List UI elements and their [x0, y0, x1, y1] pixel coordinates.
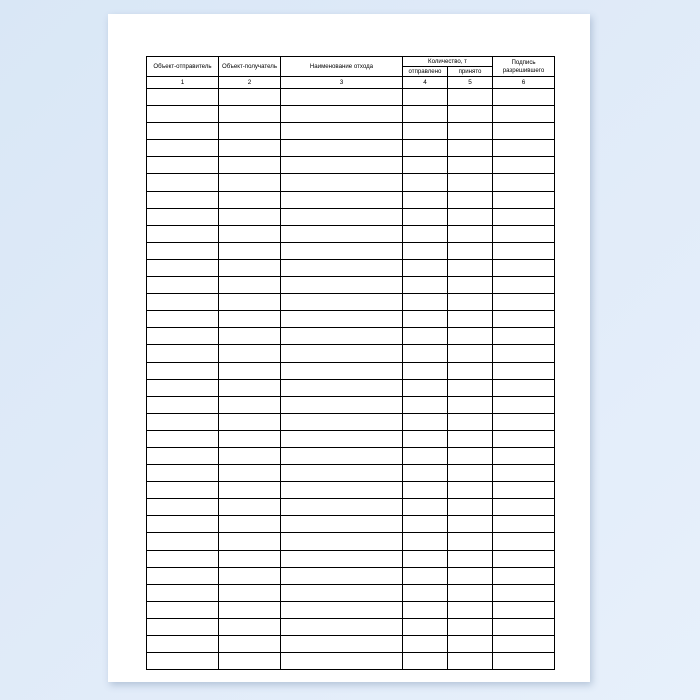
- table-cell[interactable]: [147, 465, 219, 482]
- table-row[interactable]: [147, 550, 555, 567]
- table-cell[interactable]: [281, 362, 403, 379]
- table-cell[interactable]: [493, 447, 555, 464]
- table-cell[interactable]: [219, 447, 281, 464]
- table-cell[interactable]: [281, 533, 403, 550]
- table-cell[interactable]: [281, 550, 403, 567]
- table-cell[interactable]: [281, 379, 403, 396]
- table-row[interactable]: [147, 242, 555, 259]
- table-cell[interactable]: [493, 242, 555, 259]
- column-number-1: 1: [147, 77, 219, 89]
- table-cell[interactable]: [147, 550, 219, 567]
- table-cell[interactable]: [147, 379, 219, 396]
- table-cell[interactable]: [147, 413, 219, 430]
- table-row[interactable]: [147, 277, 555, 294]
- table-cell[interactable]: [147, 174, 219, 191]
- table-cell[interactable]: [493, 601, 555, 618]
- table-cell[interactable]: [281, 482, 403, 499]
- table-cell[interactable]: [403, 362, 448, 379]
- table-cell[interactable]: [403, 123, 448, 140]
- table-cell[interactable]: [281, 140, 403, 157]
- table-cell[interactable]: [147, 157, 219, 174]
- table-cell[interactable]: [281, 208, 403, 225]
- table-cell[interactable]: [448, 636, 493, 653]
- table-cell[interactable]: [448, 157, 493, 174]
- table-cell[interactable]: [219, 413, 281, 430]
- table-cell[interactable]: [448, 362, 493, 379]
- table-cell[interactable]: [448, 447, 493, 464]
- table-cell[interactable]: [448, 482, 493, 499]
- table-cell[interactable]: [403, 499, 448, 516]
- table-cell[interactable]: [448, 174, 493, 191]
- table-cell[interactable]: [219, 618, 281, 635]
- table-cell[interactable]: [219, 174, 281, 191]
- table-cell[interactable]: [219, 430, 281, 447]
- table-cell[interactable]: [219, 89, 281, 106]
- table-cell[interactable]: [147, 106, 219, 123]
- table-cell[interactable]: [493, 499, 555, 516]
- table-cell[interactable]: [448, 601, 493, 618]
- table-cell[interactable]: [448, 345, 493, 362]
- table-row[interactable]: [147, 482, 555, 499]
- table-cell[interactable]: [281, 396, 403, 413]
- table-cell[interactable]: [448, 140, 493, 157]
- table-row[interactable]: [147, 601, 555, 618]
- table-cell[interactable]: [281, 567, 403, 584]
- table-cell[interactable]: [448, 567, 493, 584]
- table-cell[interactable]: [448, 328, 493, 345]
- table-cell[interactable]: [493, 191, 555, 208]
- table-row[interactable]: [147, 636, 555, 653]
- table-cell[interactable]: [403, 653, 448, 670]
- table-cell[interactable]: [403, 106, 448, 123]
- table-cell[interactable]: [281, 653, 403, 670]
- table-cell[interactable]: [493, 174, 555, 191]
- table-cell[interactable]: [403, 89, 448, 106]
- table-cell[interactable]: [219, 584, 281, 601]
- table-cell[interactable]: [448, 379, 493, 396]
- table-cell[interactable]: [219, 140, 281, 157]
- table-cell[interactable]: [448, 225, 493, 242]
- table-cell[interactable]: [448, 465, 493, 482]
- table-cell[interactable]: [403, 516, 448, 533]
- table-cell[interactable]: [219, 259, 281, 276]
- table-cell[interactable]: [403, 447, 448, 464]
- table-cell[interactable]: [448, 396, 493, 413]
- header-sender-object: Объект-отправитель: [147, 57, 219, 77]
- table-cell[interactable]: [493, 430, 555, 447]
- table-cell[interactable]: [281, 465, 403, 482]
- table-row[interactable]: [147, 499, 555, 516]
- table-cell[interactable]: [219, 225, 281, 242]
- table-cell[interactable]: [448, 259, 493, 276]
- table-row[interactable]: [147, 533, 555, 550]
- table-cell[interactable]: [147, 259, 219, 276]
- table-row[interactable]: [147, 191, 555, 208]
- table-cell[interactable]: [281, 345, 403, 362]
- header-quantity-received: принято: [448, 67, 493, 77]
- table-column-number-row: [147, 77, 555, 89]
- table-cell[interactable]: [448, 294, 493, 311]
- table-cell[interactable]: [281, 277, 403, 294]
- table-cell[interactable]: [403, 601, 448, 618]
- table-cell[interactable]: [493, 362, 555, 379]
- table-cell[interactable]: [147, 396, 219, 413]
- table-cell[interactable]: [403, 345, 448, 362]
- table-row[interactable]: [147, 294, 555, 311]
- table-cell[interactable]: [147, 362, 219, 379]
- table-cell[interactable]: [493, 618, 555, 635]
- table-cell[interactable]: [219, 465, 281, 482]
- table-cell[interactable]: [281, 447, 403, 464]
- table-cell[interactable]: [448, 533, 493, 550]
- table-cell[interactable]: [281, 259, 403, 276]
- table-row[interactable]: [147, 345, 555, 362]
- table-row[interactable]: [147, 225, 555, 242]
- table-cell[interactable]: [493, 653, 555, 670]
- table-cell[interactable]: [219, 328, 281, 345]
- table-cell[interactable]: [281, 157, 403, 174]
- header-waste-name: Наименование отхода: [281, 57, 403, 77]
- table-row[interactable]: [147, 618, 555, 635]
- table-row[interactable]: [147, 106, 555, 123]
- table-cell[interactable]: [281, 89, 403, 106]
- table-row[interactable]: [147, 208, 555, 225]
- table-cell[interactable]: [281, 413, 403, 430]
- column-number-4: 4: [403, 77, 448, 89]
- table-cell[interactable]: [448, 242, 493, 259]
- table-cell[interactable]: [403, 157, 448, 174]
- table-cell[interactable]: [147, 499, 219, 516]
- column-number-6: 6: [493, 77, 555, 89]
- table-cell[interactable]: [448, 89, 493, 106]
- table-cell[interactable]: [403, 533, 448, 550]
- table-cell[interactable]: [403, 191, 448, 208]
- table-cell[interactable]: [403, 584, 448, 601]
- table-header-row: [147, 57, 555, 67]
- table-row[interactable]: [147, 362, 555, 379]
- table-body: [147, 57, 555, 670]
- table-row[interactable]: [147, 584, 555, 601]
- table-cell[interactable]: [403, 618, 448, 635]
- table-row[interactable]: [147, 123, 555, 140]
- table-cell[interactable]: [219, 106, 281, 123]
- table-cell[interactable]: [281, 499, 403, 516]
- table-cell[interactable]: [403, 550, 448, 567]
- waste-journal-table: [146, 56, 555, 670]
- table-cell[interactable]: [493, 533, 555, 550]
- table-cell[interactable]: [219, 601, 281, 618]
- table-row[interactable]: [147, 447, 555, 464]
- table-row[interactable]: [147, 567, 555, 584]
- table-cell[interactable]: [403, 208, 448, 225]
- table-cell[interactable]: [219, 482, 281, 499]
- header-quantity-group: Количество, т: [403, 57, 493, 67]
- table-cell[interactable]: [281, 225, 403, 242]
- table-cell[interactable]: [219, 499, 281, 516]
- table-cell[interactable]: [448, 499, 493, 516]
- table-cell[interactable]: [403, 328, 448, 345]
- table-cell[interactable]: [281, 636, 403, 653]
- table-cell[interactable]: [147, 636, 219, 653]
- table-cell[interactable]: [219, 157, 281, 174]
- table-row[interactable]: [147, 328, 555, 345]
- table-cell[interactable]: [493, 396, 555, 413]
- table-cell[interactable]: [403, 396, 448, 413]
- table-cell[interactable]: [219, 550, 281, 567]
- table-row[interactable]: [147, 396, 555, 413]
- column-number-2: 2: [219, 77, 281, 89]
- table-cell[interactable]: [493, 140, 555, 157]
- table-cell[interactable]: [281, 328, 403, 345]
- table-cell[interactable]: [147, 191, 219, 208]
- table-cell[interactable]: [219, 123, 281, 140]
- document-content: [146, 56, 554, 670]
- table-cell[interactable]: [403, 413, 448, 430]
- table-row[interactable]: [147, 259, 555, 276]
- table-cell[interactable]: [219, 516, 281, 533]
- table-row[interactable]: [147, 311, 555, 328]
- table-cell[interactable]: [493, 567, 555, 584]
- table-row[interactable]: [147, 516, 555, 533]
- table-cell[interactable]: [147, 328, 219, 345]
- table-cell[interactable]: [147, 447, 219, 464]
- table-cell[interactable]: [147, 89, 219, 106]
- table-cell[interactable]: [403, 242, 448, 259]
- table-cell[interactable]: [493, 294, 555, 311]
- table-row[interactable]: [147, 465, 555, 482]
- table-cell[interactable]: [493, 123, 555, 140]
- table-cell[interactable]: [147, 242, 219, 259]
- table-cell[interactable]: [403, 294, 448, 311]
- table-cell[interactable]: [493, 208, 555, 225]
- table-cell[interactable]: [147, 294, 219, 311]
- table-cell[interactable]: [281, 242, 403, 259]
- table-cell[interactable]: [403, 636, 448, 653]
- table-cell[interactable]: [493, 225, 555, 242]
- table-cell[interactable]: [147, 140, 219, 157]
- table-cell[interactable]: [147, 584, 219, 601]
- table-cell[interactable]: [403, 174, 448, 191]
- table-cell[interactable]: [281, 584, 403, 601]
- table-row[interactable]: [147, 413, 555, 430]
- table-cell[interactable]: [147, 601, 219, 618]
- table-cell[interactable]: [281, 174, 403, 191]
- table-cell[interactable]: [147, 618, 219, 635]
- table-cell[interactable]: [448, 277, 493, 294]
- table-cell[interactable]: [493, 157, 555, 174]
- table-cell[interactable]: [219, 396, 281, 413]
- table-cell[interactable]: [147, 516, 219, 533]
- table-cell[interactable]: [493, 482, 555, 499]
- table-cell[interactable]: [281, 618, 403, 635]
- table-row[interactable]: [147, 89, 555, 106]
- table-cell[interactable]: [493, 277, 555, 294]
- table-cell[interactable]: [147, 653, 219, 670]
- table-cell[interactable]: [448, 430, 493, 447]
- table-cell[interactable]: [281, 311, 403, 328]
- table-cell[interactable]: [219, 362, 281, 379]
- table-cell[interactable]: [219, 294, 281, 311]
- table-cell[interactable]: [403, 567, 448, 584]
- table-cell[interactable]: [147, 482, 219, 499]
- table-cell[interactable]: [281, 516, 403, 533]
- table-cell[interactable]: [403, 225, 448, 242]
- table-cell[interactable]: [147, 430, 219, 447]
- table-cell[interactable]: [493, 311, 555, 328]
- table-cell[interactable]: [147, 533, 219, 550]
- table-cell[interactable]: [219, 277, 281, 294]
- table-cell[interactable]: [281, 191, 403, 208]
- table-cell[interactable]: [403, 259, 448, 276]
- table-cell[interactable]: [281, 106, 403, 123]
- table-cell[interactable]: [219, 208, 281, 225]
- table-cell[interactable]: [448, 618, 493, 635]
- table-cell[interactable]: [493, 465, 555, 482]
- table-cell[interactable]: [147, 567, 219, 584]
- table-cell[interactable]: [281, 123, 403, 140]
- table-cell[interactable]: [493, 636, 555, 653]
- table-cell[interactable]: [493, 89, 555, 106]
- table-cell[interactable]: [219, 191, 281, 208]
- table-cell[interactable]: [147, 311, 219, 328]
- table-row[interactable]: [147, 430, 555, 447]
- table-cell[interactable]: [147, 208, 219, 225]
- table-cell[interactable]: [493, 379, 555, 396]
- table-cell[interactable]: [403, 140, 448, 157]
- table-cell[interactable]: [403, 465, 448, 482]
- table-cell[interactable]: [448, 311, 493, 328]
- table-cell[interactable]: [493, 259, 555, 276]
- table-cell[interactable]: [448, 584, 493, 601]
- table-cell[interactable]: [448, 123, 493, 140]
- column-number-3: 3: [281, 77, 403, 89]
- table-cell[interactable]: [219, 567, 281, 584]
- table-row[interactable]: [147, 379, 555, 396]
- table-row[interactable]: [147, 174, 555, 191]
- table-cell[interactable]: [219, 379, 281, 396]
- column-number-5: 5: [448, 77, 493, 89]
- header-receiver-object: Объект-получатель: [219, 57, 281, 77]
- table-cell[interactable]: [219, 636, 281, 653]
- table-cell[interactable]: [448, 516, 493, 533]
- table-cell[interactable]: [448, 550, 493, 567]
- table-cell[interactable]: [403, 277, 448, 294]
- table-cell[interactable]: [147, 123, 219, 140]
- table-cell[interactable]: [219, 533, 281, 550]
- table-cell[interactable]: [219, 242, 281, 259]
- table-cell[interactable]: [403, 482, 448, 499]
- table-cell[interactable]: [219, 345, 281, 362]
- table-row[interactable]: [147, 140, 555, 157]
- table-cell[interactable]: [493, 345, 555, 362]
- table-cell[interactable]: [281, 601, 403, 618]
- table-cell[interactable]: [219, 311, 281, 328]
- table-cell[interactable]: [147, 277, 219, 294]
- header-authorizer-signature: Подпись разрешившего: [493, 57, 555, 77]
- table-cell[interactable]: [448, 653, 493, 670]
- table-cell[interactable]: [493, 413, 555, 430]
- table-cell[interactable]: [493, 516, 555, 533]
- table-row[interactable]: [147, 653, 555, 670]
- table-cell[interactable]: [493, 584, 555, 601]
- table-cell[interactable]: [448, 413, 493, 430]
- table-cell[interactable]: [219, 653, 281, 670]
- table-cell[interactable]: [403, 379, 448, 396]
- table-cell[interactable]: [147, 345, 219, 362]
- table-cell[interactable]: [448, 191, 493, 208]
- document-page: [108, 14, 590, 682]
- table-cell[interactable]: [493, 550, 555, 567]
- table-cell[interactable]: [403, 430, 448, 447]
- table-row[interactable]: [147, 157, 555, 174]
- table-cell[interactable]: [281, 430, 403, 447]
- table-cell[interactable]: [448, 208, 493, 225]
- table-cell[interactable]: [448, 106, 493, 123]
- table-cell[interactable]: [493, 328, 555, 345]
- table-cell[interactable]: [147, 225, 219, 242]
- table-cell[interactable]: [403, 311, 448, 328]
- table-cell[interactable]: [493, 106, 555, 123]
- table-cell[interactable]: [281, 294, 403, 311]
- header-quantity-sent: отправлено: [403, 67, 448, 77]
